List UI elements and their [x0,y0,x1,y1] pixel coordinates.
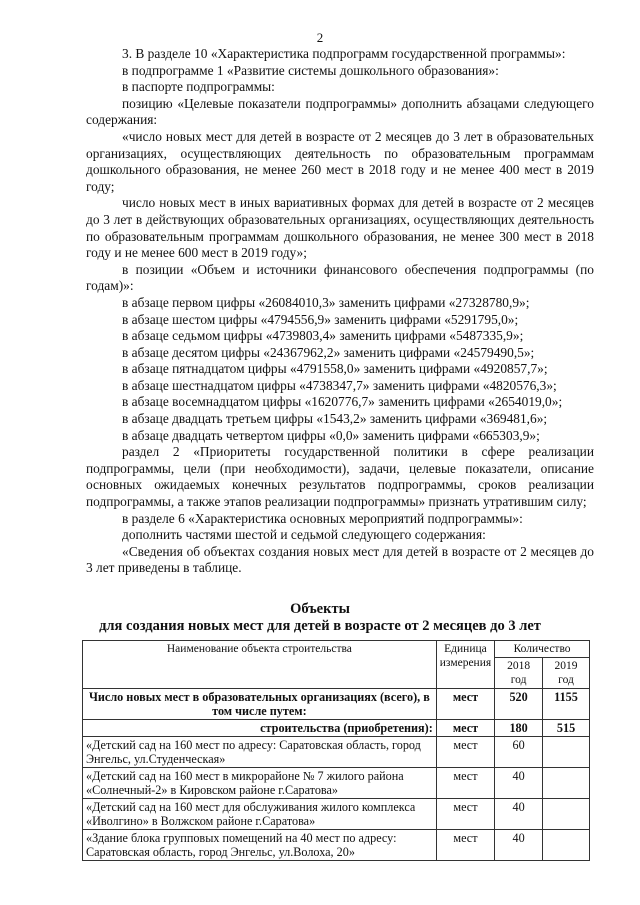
header-year-2019: 2019 год [543,658,590,689]
paragraph: в абзаце шестом цифры «4794556,9» заменить цифрами «5291795,0»; [122,311,519,327]
table-row [83,768,590,799]
construction-unit: мест [436,720,494,737]
paragraph: в разделе 6 «Характеристика основных мероприятий подпрограммы»: [122,510,523,526]
construction-2018: 180 [495,720,543,737]
object-2018: 40 [495,799,543,830]
object-2019 [543,799,590,830]
paragraph: в абзаце пятнадцатом цифры «4791558,0» заменить цифрами «4920857,7»; [122,361,548,377]
paragraph: раздел 2 «Приоритеты государственной политики в сфере реализации подпрограммы, цели (при необходимости), задачи, целевые показатели, описание основных ожидаемых конечных результатов подпрограммы, сроков реализации подпрограммы, а также этапов реализации подпрограммы» признать утратившим силу; [86,444,594,510]
page-number: 2 [316,30,324,45]
summary-2019: 1155 [543,689,590,720]
paragraph: в абзаце первом цифры «26084010,3» заменить цифрами «27328780,9»; [122,294,530,310]
paragraph: «число новых мест для детей в возрасте от 2 месяцев до 3 лет в образовательных организациях, осуществляющих деятельность по образовательным программам дошкольного образования, не менее 260 мест в 2018 году и не менее 400 мест в 2019 году; [86,128,594,194]
paragraph: в абзаце двадцать четвертом цифры «0,0» заменить цифрами «665303,9»; [122,427,540,443]
summary-row [83,689,590,720]
summary-name: Число новых мест в образовательных организациях (всего), в том числе путем: [83,689,437,720]
table-title-line1: Объекты [290,601,350,617]
table-title [0,601,640,635]
object-unit: мест [436,768,494,799]
table-title-line2: для создания новых мест для детей в возрасте от 2 месяцев до 3 лет [99,618,541,634]
header-year-2018: 2018 год [495,658,543,689]
construction-2019: 515 [543,720,590,737]
object-name: «Детский сад на 160 мест для обслуживания жилого комплекса «Иволгино» в Волжском районе г.Саратова» [83,799,437,830]
header-unit: Единица измерения [436,641,494,689]
header-name: Наименование объекта строительства [83,641,437,689]
object-unit: мест [436,830,494,861]
table-header-row [83,641,590,658]
object-name: «Детский сад на 160 мест по адресу: Саратовская область, город Энгельс, ул.Студенческая» [83,737,437,768]
paragraph: «Сведения об объектах создания новых мест для детей в возрасте от 2 месяцев до 3 лет приведены в таблице. [86,543,594,576]
paragraph: в подпрограмме 1 «Развитие системы дошкольного образования»: [122,62,499,78]
paragraph: в абзаце седьмом цифры «4739803,4» заменить цифрами «5487335,9»; [122,328,524,344]
document-body [86,46,594,577]
summary-unit: мест [436,689,494,720]
object-name: «Здание блока групповых помещений на 40 мест по адресу: Саратовская область, город Энгельс, ул.Волоха, 20» [83,830,437,861]
table-row [83,737,590,768]
paragraph: в абзаце двадцать третьем цифры «1543,2» заменить цифрами «369481,6»; [122,411,548,427]
object-name: «Детский сад на 160 мест в микрорайоне № 7 жилого района «Солнечный-2» в Кировском районе г.Саратова» [83,768,437,799]
object-2018: 40 [495,768,543,799]
object-2019 [543,768,590,799]
paragraph: в абзаце восемнадцатом цифры «1620776,7» заменить цифрами «2654019,0»; [122,394,563,410]
object-2019 [543,737,590,768]
object-2019 [543,830,590,861]
table-row [83,799,590,830]
summary-2018: 520 [495,689,543,720]
construction-name: строительства (приобретения): [83,720,437,737]
objects-table [82,640,590,861]
paragraph: в абзаце шестнадцатом цифры «4738347,7» заменить цифрами «4820576,3»; [122,377,557,393]
object-unit: мест [436,737,494,768]
construction-row [83,720,590,737]
paragraph: 3. В разделе 10 «Характеристика подпрограмм государственной программы»: [122,46,566,61]
paragraph: в паспорте подпрограммы: [122,79,275,95]
table-row [83,830,590,861]
paragraph: число новых мест в иных вариативных формах для детей в возрасте от 2 месяцев до 3 лет в действующих образовательных организациях, осуществляющих деятельность по образовательным программам дошкольного образования, не менее 300 мест в 2018 году и не менее 600 мест в 2019 году»; [86,195,594,261]
paragraph: позицию «Целевые показатели подпрограммы» дополнить абзацами следующего содержания: [86,95,594,128]
object-2018: 60 [495,737,543,768]
paragraph: в абзаце десятом цифры «24367962,2» заменить цифрами «24579490,5»; [122,344,535,360]
header-quantity: Количество [495,641,590,658]
object-unit: мест [436,799,494,830]
paragraph: дополнить частями шестой и седьмой следующего содержания: [122,527,486,543]
paragraph: в позиции «Объем и источники финансового обеспечения подпрограммы (по годам)»: [86,261,594,294]
object-2018: 40 [495,830,543,861]
